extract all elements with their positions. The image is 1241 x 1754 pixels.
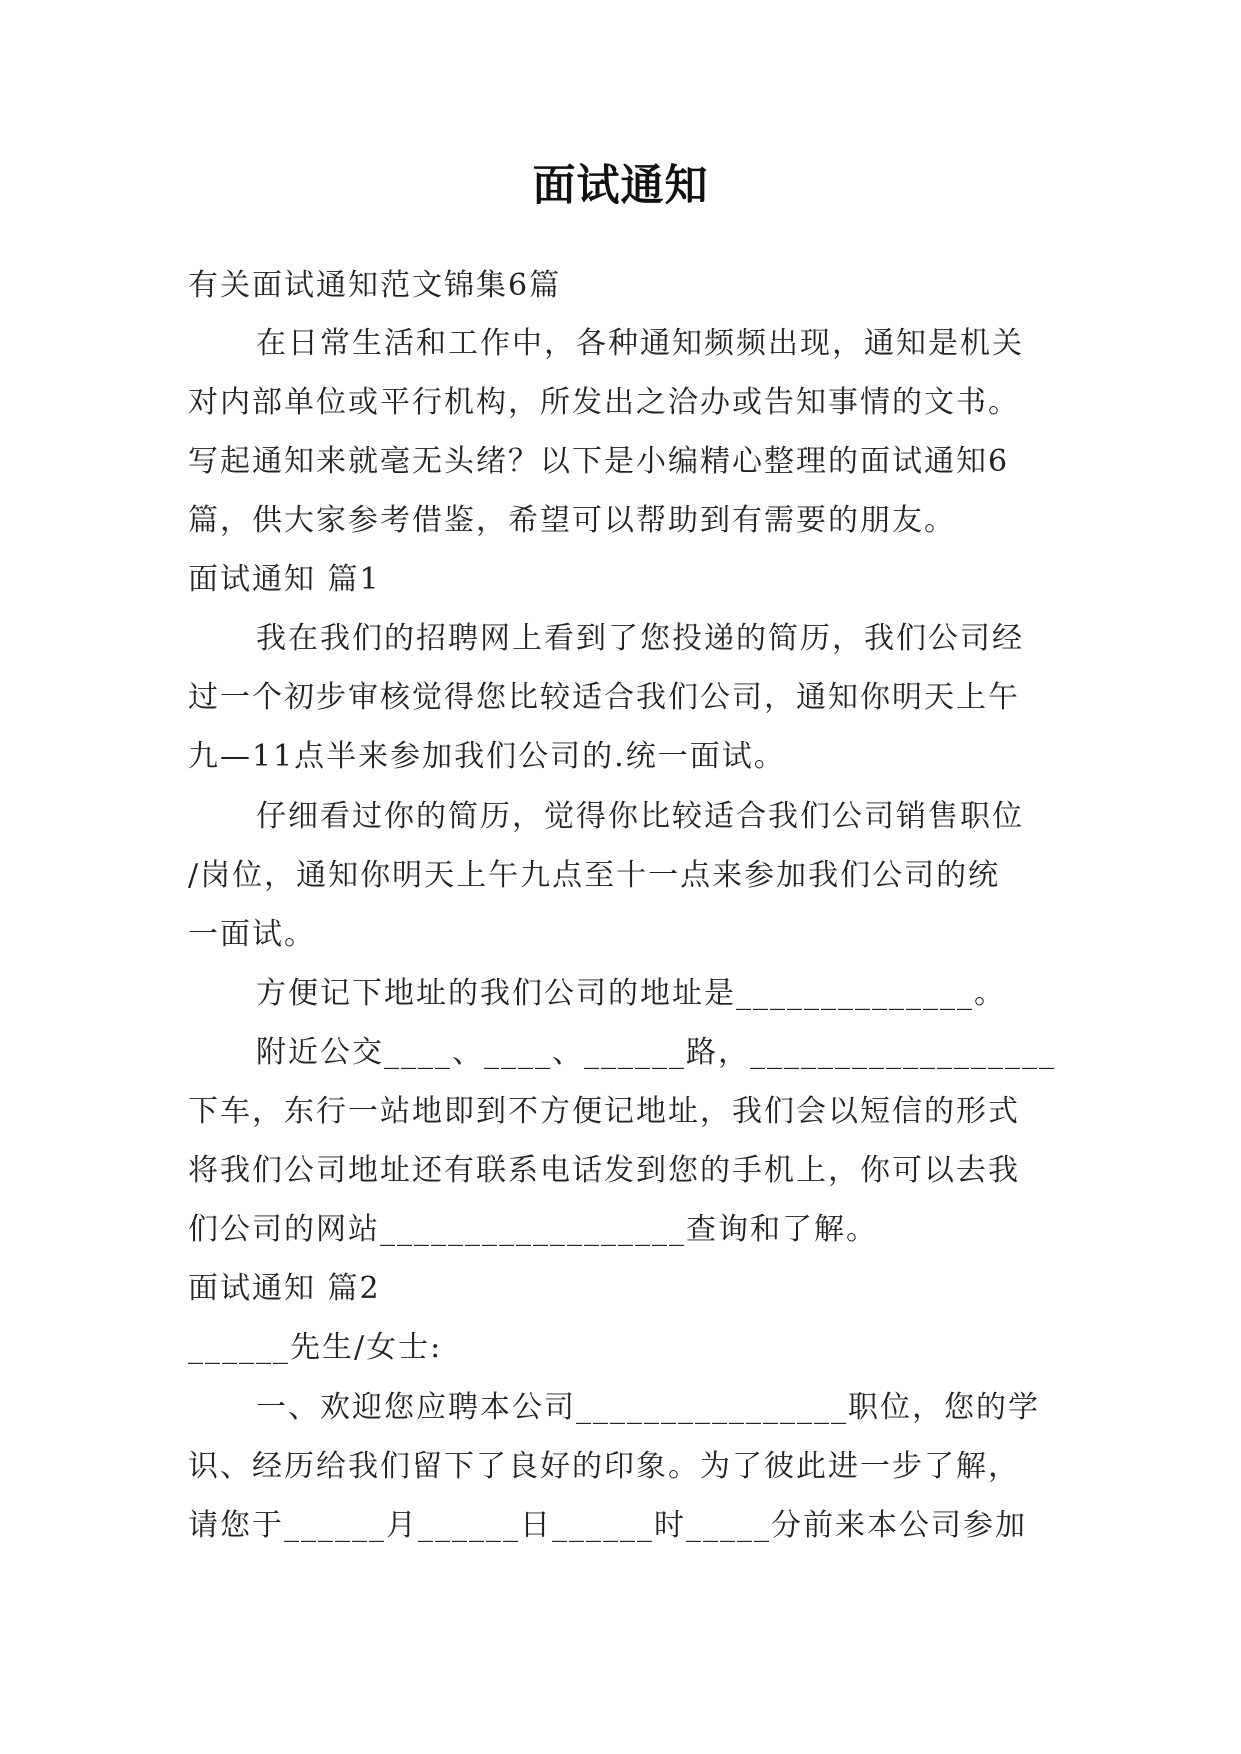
section-heading-1: 面试通知 篇1 — [188, 562, 381, 597]
body-line: 请您于______月______日______时_____分前来本公司参加 — [188, 1508, 1027, 1543]
address-line: 方便记下地址的我们公司的地址是______________。 — [256, 976, 1006, 1011]
body-line: 我在我们的招聘网上看到了您投递的简历，我们公司经 — [256, 621, 1024, 656]
intro-line-3: 写起通知来就毫无头绪？以下是小编精心整理的面试通知6 — [188, 444, 1010, 479]
body-line: /岗位，通知你明天上午九点至十一点来参加我们公司的统 — [188, 858, 1001, 893]
bus-line: 附近公交____、____、______路，__________________ — [256, 1035, 1056, 1070]
salutation-line: ______先生/女士: — [188, 1330, 443, 1365]
intro-line-1: 在日常生活和工作中，各种通知频频出现，通知是机关 — [256, 326, 1024, 361]
body-line: 一面试。 — [188, 917, 316, 952]
body-line: 过一个初步审核觉得您比较适合我们公司，通知你明天上午 — [188, 680, 1020, 715]
body-line: 九—11点半来参加我们公司的.统一面试。 — [188, 739, 786, 774]
document-title: 面试通知 — [532, 161, 709, 211]
body-line: 将我们公司地址还有联系电话发到您的手机上，你可以去我 — [188, 1153, 1020, 1188]
body-line: 一、欢迎您应聘本公司________________职位，您的学 — [256, 1390, 1040, 1425]
intro-line-4: 篇，供大家参考借鉴，希望可以帮助到有需要的朋友。 — [188, 503, 956, 538]
website-line: 们公司的网站__________________查询和了解。 — [188, 1212, 878, 1247]
intro-line-2: 对内部单位或平行机构，所发出之洽办或告知事情的文书。 — [188, 385, 1020, 420]
body-line: 仔细看过你的简历，觉得你比较适合我们公司销售职位 — [256, 799, 1024, 834]
body-line: 下车，东行一站地即到不方便记地址，我们会以短信的形式 — [188, 1094, 1020, 1129]
section-heading-2: 面试通知 篇2 — [188, 1271, 381, 1306]
body-line: 识、经历给我们留下了良好的印象。为了彼此进一步了解， — [188, 1449, 1020, 1484]
subtitle-line: 有关面试通知范文锦集6篇 — [188, 268, 562, 303]
